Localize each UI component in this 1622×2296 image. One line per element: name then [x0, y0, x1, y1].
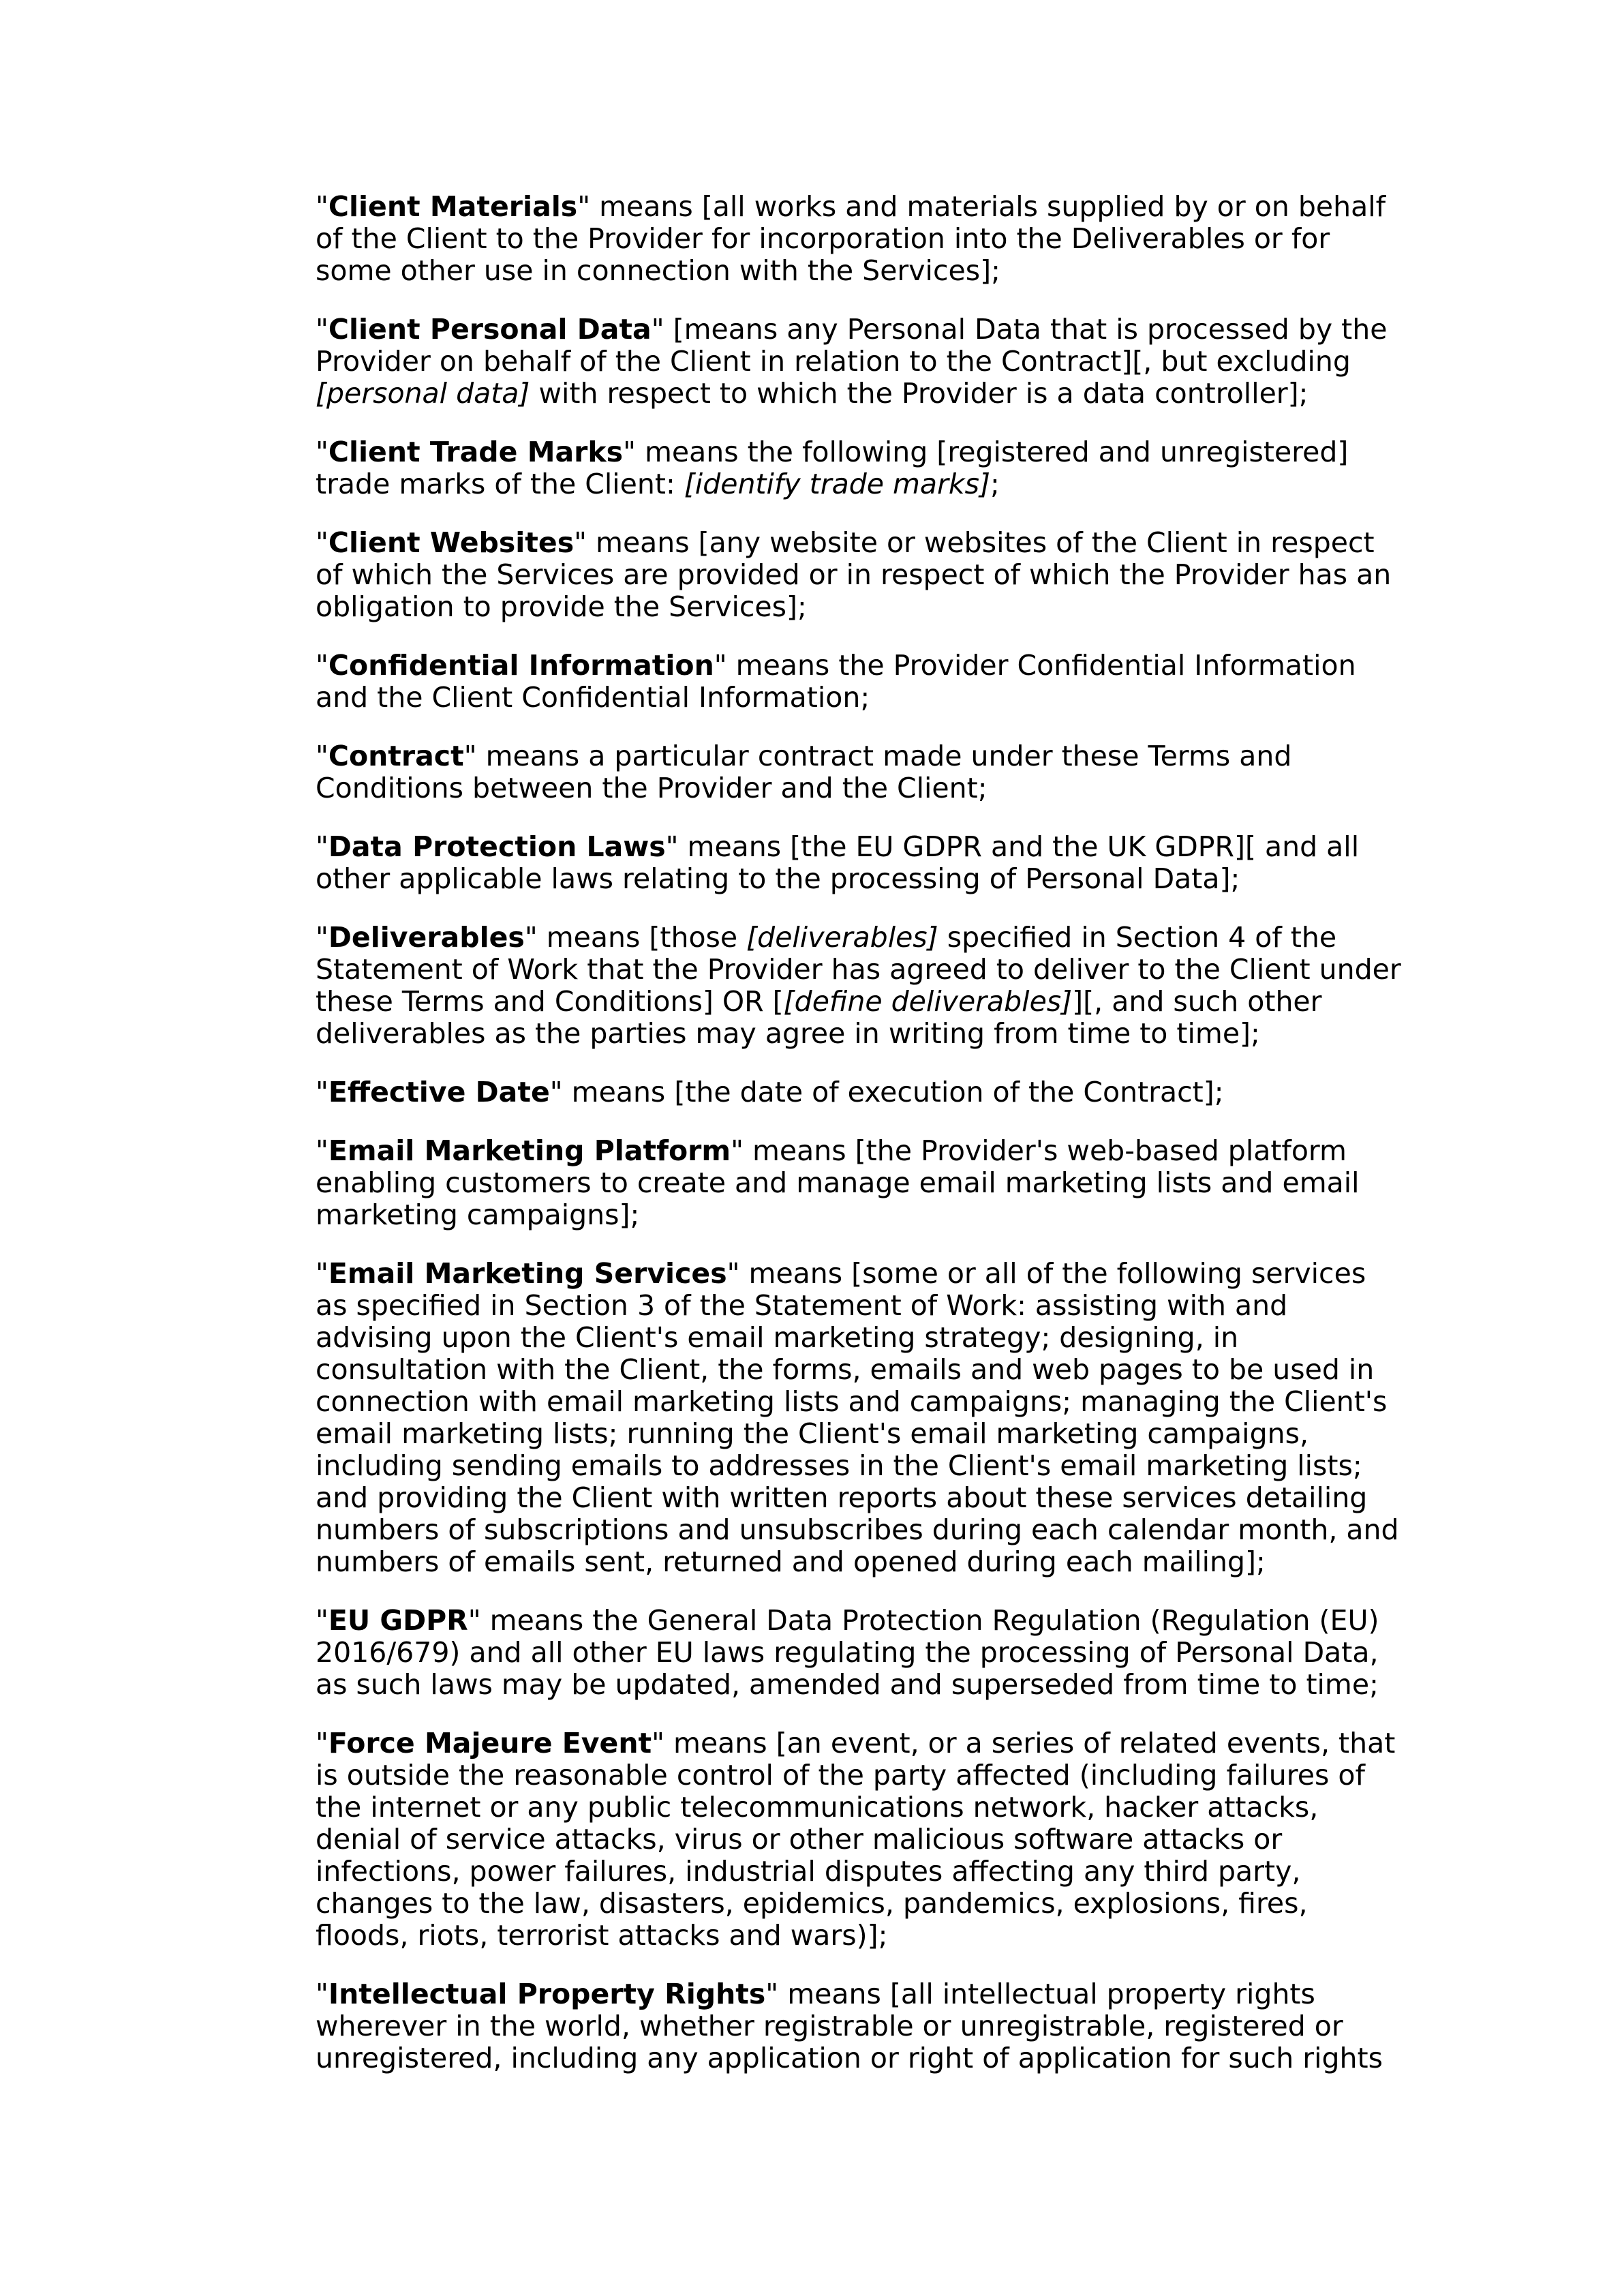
definition-text: "	[316, 740, 328, 772]
definition-text: "	[316, 1076, 328, 1108]
definition-text: ;	[990, 468, 1000, 500]
definition-client-trade-marks	[316, 436, 1406, 500]
definition-client-materials	[316, 191, 1406, 287]
defined-term: Email Marketing Services	[328, 1257, 727, 1290]
defined-term: Contract	[328, 740, 464, 772]
definition-client-personal-data	[316, 314, 1406, 410]
defined-term: Force Majeure Event	[328, 1727, 652, 1759]
definitions-list	[316, 191, 1406, 2101]
definition-text: "	[316, 649, 328, 682]
placeholder-text: [identify trade marks]	[684, 468, 990, 500]
definition-text: "	[316, 190, 328, 223]
definition-text: " means [all intellectual property rights wherever in the world, whether registrable or unregistrable, registered or unregistered, including any application or right of application for such rights	[316, 1978, 1383, 2074]
defined-term: Client Materials	[328, 190, 578, 223]
definition-effective-date	[316, 1076, 1406, 1108]
definition-text: " means [those	[524, 921, 747, 954]
defined-term: Data Protection Laws	[328, 830, 666, 863]
definition-deliverables	[316, 922, 1406, 1050]
definition-text: " means [the EU GDPR and the UK GDPR][ and all other applicable laws relating to the processing of Personal Data];	[316, 830, 1360, 895]
definition-text: "	[316, 921, 328, 954]
definition-text: " means [all works and materials supplied by or on behalf of the Client to the Provider for incorporation into the Deliverables or for some other use in connection with the Services];	[316, 190, 1386, 287]
definition-text: ][, and such other deliverables as the parties may agree in writing from time to time];	[316, 985, 1322, 1050]
definition-email-marketing-services	[316, 1258, 1406, 1578]
definition-text: " means the Provider Confidential Information and the Client Confidential Information;	[316, 649, 1356, 714]
defined-term: Email Marketing Platform	[328, 1134, 731, 1167]
defined-term: Client Websites	[328, 526, 575, 559]
definition-text: "	[316, 1727, 328, 1759]
definition-eu-gdpr	[316, 1605, 1406, 1701]
definition-force-majeure-event	[316, 1727, 1406, 1952]
definition-text: "	[316, 313, 328, 346]
defined-term: Client Personal Data	[328, 313, 652, 346]
definition-text: " [means any Personal Data that is processed by the Provider on behalf of the Client in relation to the Contract][, but excluding	[316, 313, 1388, 378]
defined-term: Confidential Information	[328, 649, 714, 682]
definition-data-protection-laws	[316, 831, 1406, 895]
definition-text: " means [any website or websites of the Client in respect of which the Services are provided or in respect of which the Provider has an obligation to provide the Services];	[316, 526, 1392, 623]
definition-text: "	[316, 436, 328, 468]
defined-term: Intellectual Property Rights	[328, 1978, 766, 2010]
definition-confidential-information	[316, 650, 1406, 714]
definition-text: " means [the date of execution of the Contract];	[549, 1076, 1224, 1108]
definition-text: " means the General Data Protection Regulation (Regulation (EU) 2016/679) and all other EU laws regulating the processing of Personal Data, as such laws may be updated, amended and superseded from time to time;	[316, 1604, 1379, 1701]
defined-term: Deliverables	[328, 921, 525, 954]
definition-text: "	[316, 1978, 328, 2010]
definition-contract	[316, 740, 1406, 804]
definition-text: " means [the Provider's web-based platform enabling customers to create and manage email marketing lists and email marketing campaigns];	[316, 1134, 1360, 1231]
definition-text: "	[316, 1604, 328, 1637]
placeholder-text: [deliverables]	[746, 921, 938, 954]
definition-text: specified in Section 4 of the Statement of Work that the Provider has agreed to deliver to the Client under these Terms and Conditions] OR [	[316, 921, 1401, 1018]
definition-email-marketing-platform	[316, 1135, 1406, 1231]
definition-text: "	[316, 1134, 328, 1167]
definition-client-websites	[316, 527, 1406, 623]
definition-text: " means [an event, or a series of related events, that is outside the reasonable control of the party affected (including failures of the internet or any public telecommunications network, hacker attacks, denial of service attacks, virus or other malicious software attacks or infections, power failures, industrial disputes affecting any third party, changes to the law, disasters, epidemics, pandemics, explosions, fires, floods, riots, terrorist attacks and wars)];	[316, 1727, 1396, 1952]
definition-text: " means a particular contract made under these Terms and Conditions between the Provider and the Client;	[316, 740, 1292, 804]
definition-text: " means [some or all of the following services as specified in Section 3 of the Statement of Work: assisting with and advising upon the Client's email marketing strategy; designing, in consultation with the Client, the forms, emails and web pages to be used in connection with email marketing lists and campaigns; managing the Client's email marketing lists; running the Client's email marketing campaigns, including sending emails to addresses in the Client's email marketing lists; and providing the Client with written reports about these services detailing numbers of subscriptions and unsubscribes during each calendar month, and numbers of emails sent, returned and opened during each mailing];	[316, 1257, 1399, 1578]
defined-term: Client Trade Marks	[328, 436, 624, 468]
definition-text: "	[316, 1257, 328, 1290]
placeholder-text: [define deliverables]	[783, 985, 1073, 1018]
placeholder-text: [personal data]	[316, 377, 530, 410]
definition-intellectual-property-rights	[316, 1978, 1406, 2074]
defined-term: EU GDPR	[328, 1604, 468, 1637]
defined-term: Effective Date	[328, 1076, 550, 1108]
definition-text: "	[316, 830, 328, 863]
definition-text: with respect to which the Provider is a data controller];	[530, 377, 1309, 410]
definition-text: " means the following [registered and unregistered] trade marks of the Client:	[316, 436, 1349, 500]
definition-text: "	[316, 526, 328, 559]
